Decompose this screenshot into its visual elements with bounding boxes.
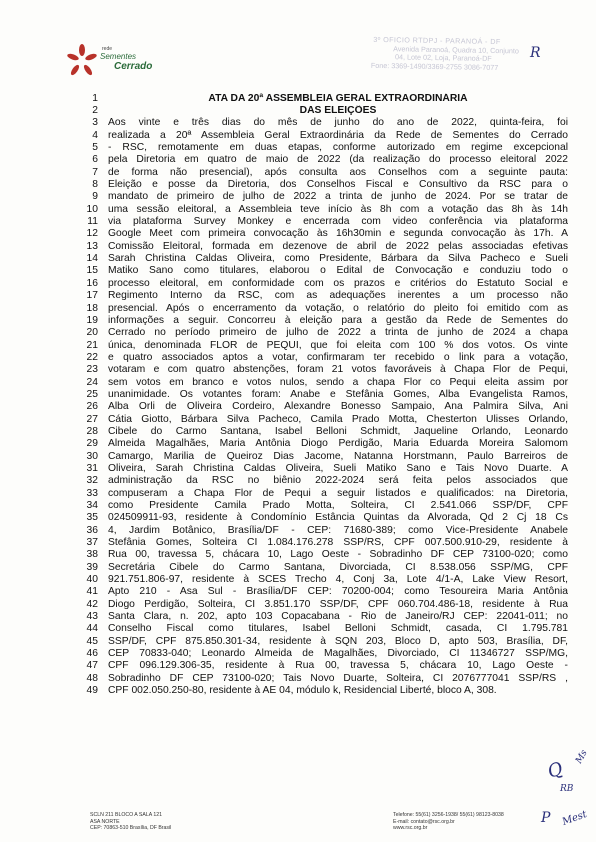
line-text: Camargo, Marilia de Queiroz Dias Jacome, Natanna Horstmann, Paulo Barreiros de — [108, 450, 568, 462]
document-line — [60, 524, 568, 536]
line-number: 28 — [86, 425, 98, 437]
document-line — [60, 252, 568, 264]
document-line — [60, 561, 568, 573]
line-number: 39 — [86, 561, 98, 573]
document-line — [60, 450, 568, 462]
line-text: Rua 00, travessa 5, chácara 10, Lago Oeste - Sobradinho DF CEP 73100-020; como — [108, 549, 568, 561]
line-number: 41 — [86, 586, 98, 598]
line-number: 20 — [86, 327, 98, 339]
line-text: processo eleitoral, em conformidade com os prazos e critérios do Estatuto Social e — [108, 277, 568, 289]
line-number: 7 — [92, 166, 98, 178]
line-text: Cerrado no período primeiro de julho de 2022 a trinta de junho de 2024 a chapa — [108, 327, 568, 339]
document-line — [60, 141, 568, 153]
document-title — [60, 92, 568, 104]
line-number: 19 — [86, 314, 98, 326]
document-line — [60, 290, 568, 302]
line-text: via plataforma Survey Monkey e encerrada com video conferência via plataforma — [108, 216, 568, 228]
line-number: 45 — [86, 635, 98, 647]
document-line — [60, 376, 568, 388]
handwritten-signature: Mest — [560, 809, 589, 828]
line-text: Alba Orli de Oliveira Cordeiro, Alexandre Bonesso Sampaio, Ana Palmira Silva, Ani — [108, 401, 568, 413]
line-text: e quatro associados aptos a votar, confirmaram ter recebido o link para a votação, — [108, 351, 568, 363]
document-line — [60, 598, 568, 610]
line-number: 12 — [86, 228, 98, 240]
line-number: 24 — [86, 376, 98, 388]
footer-address-line: SCLN 211 BLOCO A SALA 121 — [90, 812, 162, 818]
document-line — [60, 660, 568, 672]
line-text: 4, Jardim Botânico, Brasília/DF - CEP: 71680-389; como Vice-Presidente Anabele — [108, 524, 568, 536]
line-text: pela Diretoria em quatro de maio de 2022 (da realização do processo eleitoral 2022 — [108, 154, 568, 166]
line-number: 16 — [86, 277, 98, 289]
document-line — [60, 364, 568, 376]
document-line — [60, 129, 568, 141]
line-text: CEP 70833-040; Leonardo Almeida de Magalhães, Divorciado, CI 11346727 SSP/MG, — [108, 648, 568, 660]
line-text: uma sessão eleitoral, a Assembleia teve início às 8h com a votação das 8h às 14h — [108, 203, 568, 215]
line-text: Secretária Cibele do Carmo Santana, Divorciada, CI 8.538.056 SSP/MG, CPF — [108, 561, 568, 573]
handwritten-signature: Ms — [574, 748, 590, 766]
document-subtitle — [60, 104, 568, 116]
line-text: de forma não presencial), após consulta aos Conselhos com a seguinte pauta: — [108, 166, 568, 178]
line-number: 10 — [86, 203, 98, 215]
document-line — [60, 586, 568, 598]
line-text: unanimidade. Os votantes foram: Anabe e Stefânia Gomes, Alba Evangelista Ramos, — [108, 388, 568, 400]
document-line — [60, 265, 568, 277]
document-line — [60, 178, 568, 190]
document-line — [60, 425, 568, 437]
line-number: 33 — [86, 487, 98, 499]
document-line — [60, 314, 568, 326]
line-number: 31 — [86, 462, 98, 474]
document-line — [60, 191, 568, 203]
line-number: 30 — [86, 450, 98, 462]
document-line — [60, 635, 568, 647]
document-line — [60, 154, 568, 166]
line-text: mandato de primeiro de julho de 2022 a trinta de junho de 2024. Por se tratar de — [108, 191, 568, 203]
line-text: Oliveira, Sarah Christina Caldas Oliveira, Sueli Matiko Sano e Tais Novo Duarte. A — [108, 462, 568, 474]
line-number: 43 — [86, 611, 98, 623]
line-text: Cátia Giotto, Bárbara Silva Pacheco, Camila Prado Motta, Chesterton Ulisses Orlando, — [108, 413, 568, 425]
line-number: 42 — [86, 598, 98, 610]
stamp-line: 3º OFICIO RTDPJ - PARANOÁ - DF — [373, 34, 501, 47]
stamp-line: Fone: 3369-1490/3369-2755 3086-7077 — [370, 60, 499, 72]
stamp-line: Avenida Paranoá, Quadra 10, Conjunto — [393, 43, 519, 56]
line-number: 21 — [86, 339, 98, 351]
document-line — [60, 462, 568, 474]
line-text: Sobradinho DF CEP 73100-020; Tais Novo Duarte, Solteira, CI 2076777041 SSP/RS , — [108, 672, 568, 684]
line-text: Matiko Sano como titulares, elaborou o Edital de Convocação e conduziu todo o — [108, 265, 568, 277]
line-text: ATA DA 20ª ASSEMBLEIA GERAL EXTRAORDINÁRIA — [208, 92, 468, 104]
line-number: 22 — [86, 351, 98, 363]
document-line — [60, 623, 568, 635]
document-line — [60, 573, 568, 585]
line-number: 49 — [86, 685, 98, 697]
document-line — [60, 228, 568, 240]
line-text: DAS ELEIÇÕES — [299, 105, 377, 117]
line-number: 35 — [86, 512, 98, 524]
line-text: Apto 210 - Asa Sul - Brasília/DF CEP: 70200-004; como Tesoureira Maria Antônia — [108, 586, 568, 598]
document-line — [60, 240, 568, 252]
document-line — [60, 647, 568, 659]
line-text: Conselho Fiscal como titulares, Isabel Belloni Schmidt, casada, CI 1.795.781 — [108, 623, 568, 635]
line-number: 44 — [86, 623, 98, 635]
line-text: Cibele do Carmo Santana, Isabel Belloni Schmidt, Jaqueline Orlando, Leonardo — [108, 425, 568, 437]
line-text: Regimento Interno da RSC, com as adequações inerentes a um processo não — [108, 290, 568, 302]
line-number: 2 — [92, 105, 98, 117]
registry-stamp — [343, 35, 534, 80]
line-number: 27 — [86, 413, 98, 425]
line-text: Google Meet com primeira convocação às 16h30min e segunda convocação às 17h. A — [108, 228, 568, 240]
document-line — [60, 512, 568, 524]
line-text: única, denominada FLOR de PEQUI, que foi eleita com 100 % dos votos. Os vinte — [108, 339, 568, 351]
footer-contact — [393, 812, 504, 832]
document-line — [60, 388, 568, 400]
document-line — [60, 166, 568, 178]
line-number: 14 — [86, 253, 98, 265]
line-text: Eleição e posse da Diretoria, dos Conselhos Fiscal e Consultivo da RSC para o — [108, 179, 568, 191]
line-text: Stefânia Gomes, Solteira CI 1.084.176.278 SSP/RS, CPF 007.500.910-29, residente à — [108, 537, 568, 549]
line-text: Aos vinte e três dias do mês de junho do ano de 2022, quinta-feira, foi — [108, 117, 568, 129]
line-number: 25 — [86, 388, 98, 400]
line-number: 17 — [86, 290, 98, 302]
stamp-line: 04, Lote 02, Loja, Paranoá-DF — [394, 52, 492, 64]
line-text: 921.751.806-97, residente à SCES Trecho 4, Conj 3a, Lote 4/1-A, Lake View Resort, — [108, 574, 568, 586]
line-number: 13 — [86, 240, 98, 252]
line-number: 26 — [86, 401, 98, 413]
stamp-initial: R — [530, 45, 541, 61]
document-line — [60, 475, 568, 487]
seed-flower-icon — [66, 42, 100, 82]
footer-address-line: ASA NORTE — [90, 818, 120, 825]
document-line — [60, 339, 568, 351]
document-line — [60, 549, 568, 561]
line-number: 46 — [86, 648, 98, 660]
line-text: Comissão Eleitoral, formada em dezenove de abril de 2022 pelas associadas efetivas — [108, 240, 568, 252]
logo-line2: Cerrado — [114, 61, 153, 72]
logo-small-text: rede — [102, 46, 113, 52]
document-line — [60, 438, 568, 450]
line-number: 1 — [92, 92, 98, 104]
logo-line1: Sementes — [100, 52, 137, 61]
line-number: 37 — [86, 537, 98, 549]
line-text: como Presidente Camila Prado Motta, Solteira, CI 2.541.066 SSP/DF, CPF — [108, 500, 568, 512]
line-text: SSP/DF, CPF 875.850.301-34, residente à SQN 203, Bloco D, apto 503, Brasília, DF, — [108, 635, 568, 647]
line-text: administração da RSC no biênio 2022-2024 será feita pelos associados que — [108, 475, 568, 487]
line-text: CPF 002.050.250-80, residente à AE 04, módulo k, Residencial Liberté, bloco A, 308. — [108, 685, 497, 697]
line-number: 11 — [87, 216, 98, 228]
handwritten-signature: RB — [560, 784, 574, 794]
line-number: 6 — [92, 154, 98, 166]
document-line — [60, 302, 568, 314]
line-text: Almeida Magalhães, Maria Antônia Diogo Perdigão, Maria Eduarda Moreira Salomom — [108, 438, 568, 450]
footer-address — [90, 812, 171, 832]
document-line — [60, 672, 568, 684]
rsc-logo — [66, 40, 186, 86]
line-number: 15 — [86, 265, 98, 277]
document-line — [60, 327, 568, 339]
document-line — [60, 401, 568, 413]
line-number: 8 — [92, 179, 98, 191]
document-line — [60, 610, 568, 622]
minutes-document — [60, 92, 568, 697]
line-text: informações a seguir. Concorreu à eleição para a gestão da Rede de Sementes do — [108, 314, 568, 326]
line-text: Santa Clara, n. 202, apto 103 Copacabana - Rio de Janeiro/RJ CEP: 22041-011; no — [108, 611, 568, 623]
line-text: realizada a 20ª Assembleia Geral Extraordinária da Rede de Sementes do Cerrado — [108, 129, 568, 141]
line-number: 32 — [86, 475, 98, 487]
footer-website: www.rsc.org.br — [393, 825, 428, 832]
line-number: 29 — [86, 438, 98, 450]
document-line — [60, 413, 568, 425]
line-number: 5 — [92, 142, 98, 154]
footer-phone: Telefone: 55(61) 3256-1938/ 55(61) 98123-8038 — [393, 812, 504, 818]
document-line — [60, 203, 568, 215]
handwritten-signature: P — [541, 810, 551, 826]
document-line — [60, 499, 568, 511]
document-line — [60, 215, 568, 227]
line-number: 48 — [86, 672, 98, 684]
line-text: 024509911-93, residente à Condomínio Estância Quintas da Alvorada, Qd 2 Cj 18 Cs — [108, 512, 568, 524]
line-text: Sarah Christina Caldas Oliveira, como Presidente, Bárbara da Silva Pacheco e Sueli — [108, 253, 568, 265]
document-line — [60, 536, 568, 548]
line-number: 18 — [86, 302, 98, 314]
line-number: 23 — [86, 364, 98, 376]
line-number: 4 — [92, 129, 98, 141]
document-line — [60, 685, 568, 697]
line-number: 40 — [86, 574, 98, 586]
line-number: 3 — [92, 117, 98, 129]
line-text: votaram e com quatro abstenções, foram 21 votos favoráveis à Chapa Flor de Pequi, — [108, 364, 568, 376]
document-line — [60, 487, 568, 499]
line-number: 36 — [86, 524, 98, 536]
line-text: CPF 096.129.306-35, residente à Rua 00, travessa 5, chácara 10, Lago Oeste - — [108, 660, 568, 672]
line-number: 9 — [92, 191, 98, 203]
line-number: 38 — [86, 549, 98, 561]
handwritten-signature: Q — [545, 758, 566, 783]
line-text: sem votos em branco e votos nulos, sendo a chapa Flor co Pequi eleita assim por — [108, 376, 568, 388]
footer-address-line: CEP: 70863-510 Brasília, DF Brasil — [90, 825, 172, 832]
document-line — [60, 351, 568, 363]
line-text: presencial. Após o encerramento da votação, o relatório do pleito foi emitido com as — [108, 302, 568, 314]
line-text: Diogo Perdigão, Solteira, CI 3.851.170 SSP/DF, CPF 060.704.486-18, residente à Rua — [108, 598, 568, 610]
line-number: 34 — [86, 500, 98, 512]
line-text: compuseram a Chapa Flor de Pequi a seguir listados e qualificados: na Diretoria, — [108, 487, 568, 499]
line-text: - RSC, remotamente em duas etapas, conforme autorizado em regime excepcional — [108, 142, 568, 154]
document-line — [60, 117, 568, 129]
document-line — [60, 277, 568, 289]
footer-email: E-mail: contato@rsc.org.br — [393, 818, 455, 825]
line-number: 47 — [86, 660, 98, 672]
